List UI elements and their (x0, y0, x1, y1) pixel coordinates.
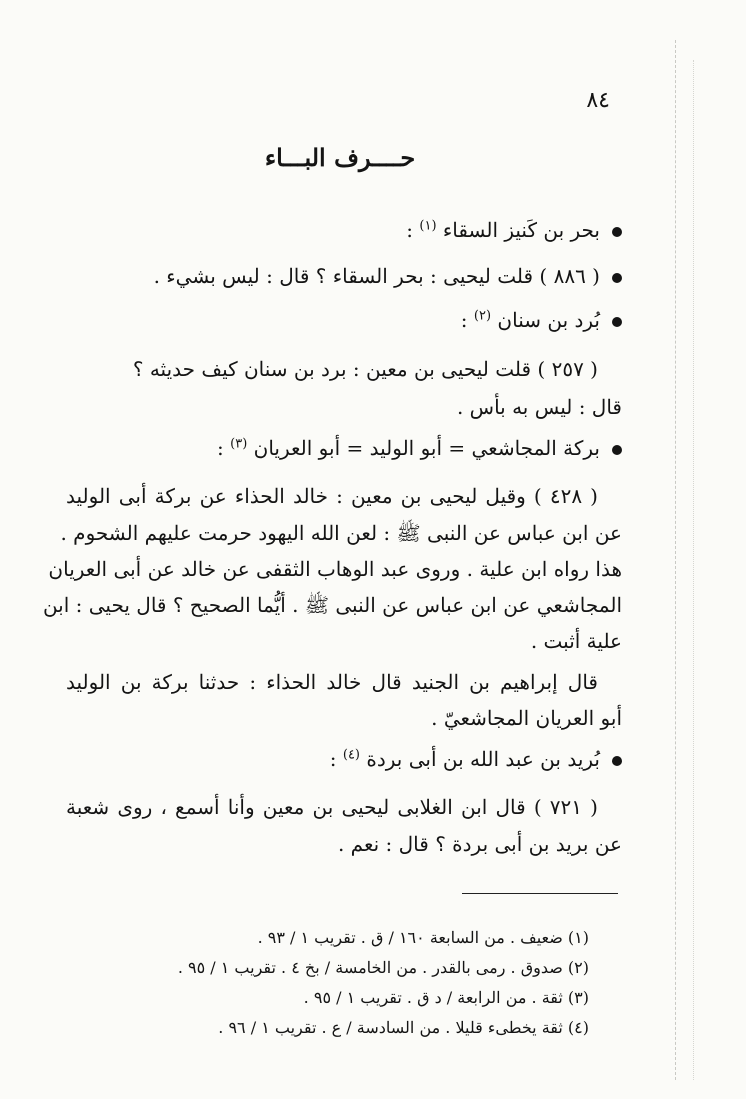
heading-colon: : (406, 218, 420, 242)
narration-line: المجاشعي عن ابن عباس عن النبى ﷺ . أيُّما الصحيح ؟ قال يحيى : ابن (42, 593, 622, 617)
narration-text: ( ٨٨٦ ) قلت ليحيى : بحر السقاء ؟ قال : ليس بشيء . (153, 264, 600, 288)
narrator-name: بُريد بن عبد الله بن أبى بردة (366, 747, 600, 771)
footnote-ref: (٣) (230, 436, 248, 452)
chapter-title: حــــرف البـــاء (264, 143, 416, 172)
footnote: (١) ضعيف . من السابعة ١٦٠ / ق . تقريب ١ / ٩٣ . (257, 928, 589, 947)
heading-colon: : (460, 308, 474, 332)
bullet-icon (612, 317, 622, 327)
narration-line: قال : ليس به بأس . (456, 395, 622, 419)
narration-line: عن بريد بن أبى بردة ؟ قال : نعم . (337, 832, 622, 856)
footnote: (٤) ثقة يخطىء قليلا . من السادسة / ع . تقريب ١ / ٩٦ . (218, 1018, 589, 1037)
entry-heading (406, 218, 622, 242)
bullet-icon (612, 273, 622, 283)
narrator-name: بُرد بن سنان (497, 308, 600, 332)
heading-colon: : (329, 747, 343, 771)
narration-line: ( ٢٥٧ ) قلت ليحيى بن معين : برد بن سنان كيف حديثه ؟ (132, 357, 598, 381)
narrator-name: بركة المجاشعي = أبو الوليد = أبو العريان (253, 436, 600, 460)
footnote-separator (462, 893, 618, 894)
narration-line: ( ٧٢١ ) قال ابن الغلابى ليحيى بن معين وأنا أسمع ، روى شعبة (66, 795, 598, 819)
narration-line: قال إبراهيم بن الجنيد قال خالد الحذاء : حدثنا بركة بن الوليد (66, 670, 598, 694)
footnote-ref: (٢) (473, 308, 492, 324)
page-number: ٨٤ (586, 88, 610, 113)
narration-line: هذا رواه ابن علية . وروى عبد الوهاب الثقفى عن خالد عن أبى العريان (48, 557, 622, 581)
narration-line: عن ابن عباس عن النبى ﷺ : لعن الله اليهود حرمت عليهم الشحوم . (60, 521, 622, 545)
bullet-icon (612, 445, 622, 455)
footnote: (٢) صدوق . رمى بالقدر . من الخامسة / بخ ٤ . تقريب ١ / ٩٥ . (177, 958, 589, 977)
narration-line: أبو العريان المجاشعيّ . (431, 706, 622, 730)
entry-item (154, 264, 622, 288)
heading-colon: : (217, 436, 231, 460)
narrator-name: بحر بن كَنيز السقاء (442, 218, 600, 242)
narration-line: ( ٤٢٨ ) وقيل ليحيى بن معين : خالد الحذاء عن بركة أبى الوليد (66, 484, 598, 508)
narration-line: علية أثبت . (530, 629, 622, 653)
bullet-icon (612, 227, 622, 237)
footnote-ref: (١) (419, 218, 437, 234)
entry-heading (330, 747, 622, 771)
scan-margin-line (675, 40, 676, 1080)
bullet-icon (612, 756, 622, 766)
entry-heading (461, 308, 622, 332)
footnote: (٣) ثقة . من الرابعة / د ق . تقريب ١ / ٩٥ . (303, 988, 589, 1007)
scan-margin-line-faint (693, 60, 694, 1080)
footnote-ref: (٤) (342, 747, 360, 763)
entry-heading (217, 436, 622, 460)
